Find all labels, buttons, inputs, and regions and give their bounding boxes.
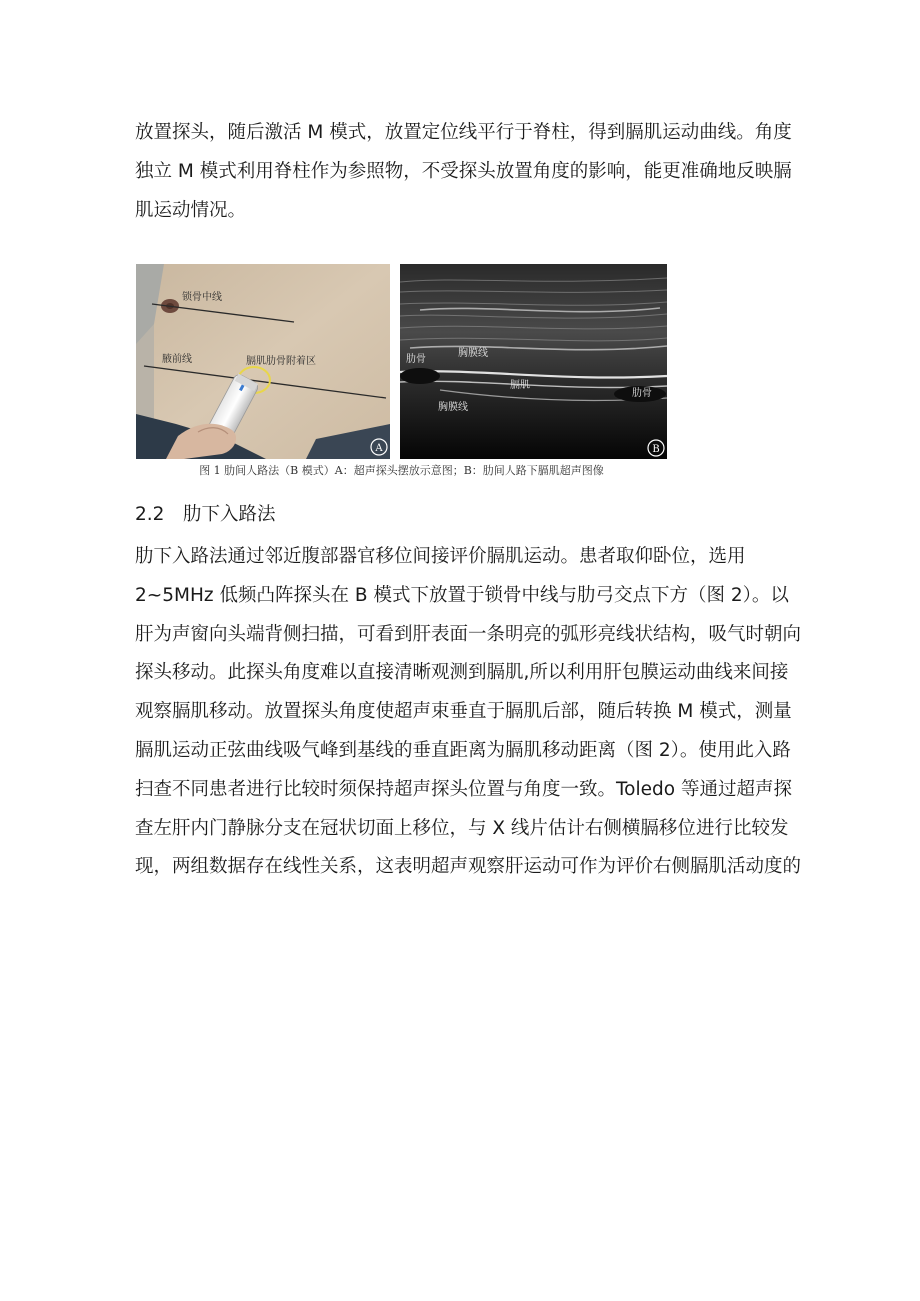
text-line: 放置探头，随后激活 M 模式，放置定位线平行于脊柱，得到膈肌运动曲线。角度 bbox=[135, 122, 792, 143]
label-pleural-line-bottom: 胸膜线 bbox=[438, 402, 468, 413]
panel-badge-a: A bbox=[375, 443, 383, 454]
figure-panel-b-ultrasound bbox=[400, 264, 667, 459]
figure-panel-a-photo bbox=[136, 264, 390, 459]
text-line: 现，两组数据存在线性关系，这表明超声观察肝运动可作为评价右侧膈肌活动度的 bbox=[135, 856, 802, 878]
text-line: 观察膈肌移动。放置探头角度使超声束垂直于膈肌后部，随后转换 M 模式，测量 bbox=[135, 701, 792, 723]
label-anterior-axillary-line: 腋前线 bbox=[162, 354, 192, 365]
section-number: 2.2 bbox=[135, 504, 165, 525]
paragraph-subcostal bbox=[135, 538, 800, 887]
text-line: 肝为声窗向头端背侧扫描，可看到肝表面一条明亮的弧形亮线状结构，吸气时朝向 bbox=[135, 623, 802, 645]
text-line: 查左肝内门静脉分支在冠状切面上移位，与 X 线片估计右侧横膈移位进行比较发 bbox=[135, 817, 789, 839]
label-rib-right: 肋骨 bbox=[632, 388, 652, 399]
label-pleural-line-top: 胸膜线 bbox=[458, 348, 488, 359]
label-rib-left: 肋骨 bbox=[406, 354, 426, 365]
text-line: 扫查不同患者进行比较时须保持超声探头位置与角度一致。Toledo 等通过超声探 bbox=[135, 778, 792, 800]
label-midclavicular-line: 锁骨中线 bbox=[182, 292, 222, 303]
text-line: 膈肌运动正弦曲线吸气峰到基线的垂直距离为膈肌移动距离（图 2）。使用此入路 bbox=[135, 739, 791, 761]
paragraph-intro bbox=[135, 114, 800, 230]
text-line: 独立 M 模式利用脊柱作为参照物，不受探头放置角度的影响，能更准确地反映膈 bbox=[135, 160, 792, 182]
label-diaphragm: 膈肌 bbox=[510, 380, 530, 391]
label-diaphragm-rib-attachment: 膈肌肋骨附着区 bbox=[246, 356, 316, 367]
panel-badge-b: B bbox=[652, 444, 660, 455]
text-line: 2~5MHz 低频凸阵探头在 B 模式下放置于锁骨中线与肋弓交点下方（图 2）。以 bbox=[135, 584, 789, 606]
text-line: 探头移动。此探头角度难以直接清晰观测到膈肌,所以利用肝包膜运动曲线来间接 bbox=[135, 662, 789, 684]
figure-caption: 图 1 肋间人路法（B 模式）A：超声探头摆放示意图；B：肋间人路下膈肌超声图像 bbox=[199, 464, 604, 477]
text-line: 肋下入路法通过邻近腹部器官移位间接评价膈肌运动。患者取仰卧位，选用 bbox=[135, 546, 746, 567]
section-heading bbox=[135, 500, 276, 526]
text-line: 肌运动情况。 bbox=[135, 199, 247, 221]
section-title: 肋下入路法 bbox=[183, 504, 276, 525]
